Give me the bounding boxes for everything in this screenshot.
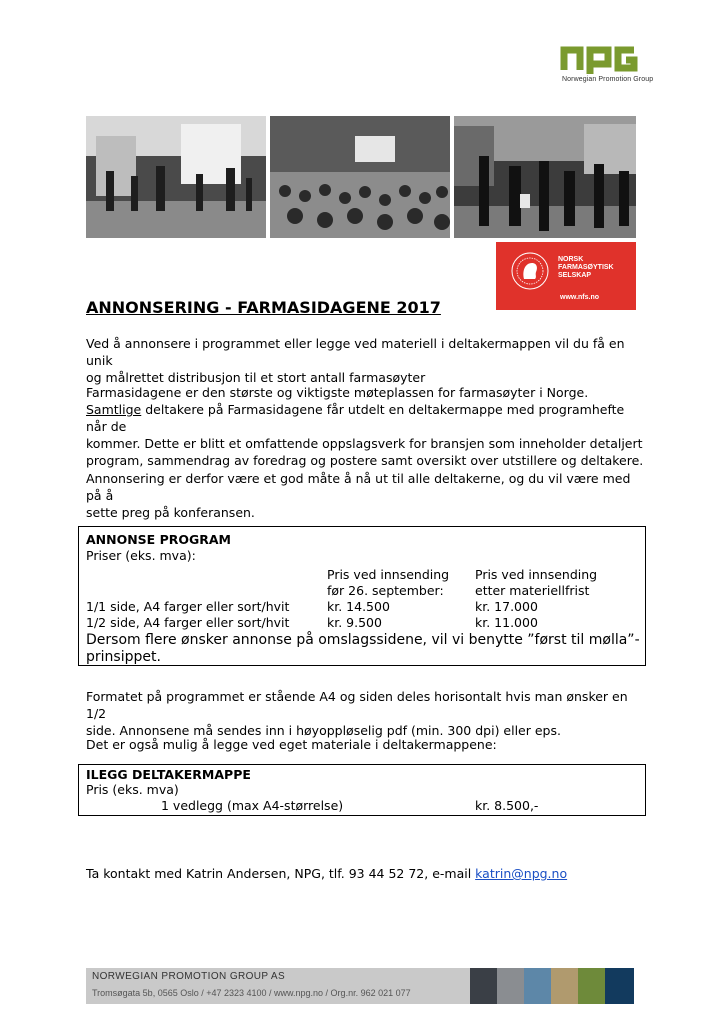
late-price-header-2: etter materiellfrist <box>475 583 590 598</box>
program-heading: ANNONSE PROGRAM <box>86 532 231 547</box>
prices-label: Priser (eks. mva): <box>86 548 196 563</box>
footer-swatch-1 <box>470 968 497 1004</box>
samtlige-underlined: Samtlige <box>86 402 142 417</box>
nfs-sponsor-box <box>496 242 636 310</box>
exhibition-hall-photo <box>86 116 266 238</box>
row-full-page-late: kr. 17.000 <box>475 599 538 614</box>
conference-audience-photo <box>270 116 450 238</box>
footer-swatch-5 <box>578 968 605 1004</box>
insert-price-box <box>78 764 646 816</box>
nfs-seal-icon <box>510 251 550 291</box>
program-price-box <box>78 526 646 666</box>
insert-price: kr. 8.500,- <box>475 798 539 813</box>
insert-heading: ILEGG DELTAKERMAPPE <box>86 767 251 782</box>
footer-swatch-2 <box>497 968 524 1004</box>
material-note: Det er også mulig å legge ved eget materiale i deltakermappene: <box>86 737 497 752</box>
exhibition-crowd-photo <box>454 116 636 238</box>
footer <box>86 968 634 1004</box>
row-half-page-early: kr. 9.500 <box>327 615 382 630</box>
footer-swatch-4 <box>551 968 578 1004</box>
email-link[interactable]: katrin@npg.no <box>475 866 568 881</box>
insert-item: 1 vedlegg (max A4-størrelse) <box>161 798 344 813</box>
row-half-page-label: 1/2 side, A4 farger eller sort/hvit <box>86 615 290 630</box>
contact-line: Ta kontakt med Katrin Andersen, NPG, tlf. 93 44 52 72, e-mail katrin@npg.no <box>86 866 568 881</box>
early-price-header-1: Pris ved innsending <box>327 567 450 582</box>
insert-price-label: Pris (eks. mva) <box>86 782 179 797</box>
early-price-header-2: før 26. september: <box>327 583 444 598</box>
reason-paragraph: Annonsering er derfor være et god måte å nå ut til alle deltakerne, og du vil være med på å sette preg på konferansen. <box>86 471 631 520</box>
page-title: ANNONSERING - FARMASIDAGENE 2017 <box>86 298 441 317</box>
cover-note-line2: prinsippet. <box>86 649 161 665</box>
cover-note-line1: Dersom flere ønsker annonse på omslagssidene, vil vi benytte ”først til mølla”- <box>86 632 640 648</box>
row-full-page-early: kr. 14.500 <box>327 599 390 614</box>
row-full-page-label: 1/1 side, A4 farger eller sort/hvit <box>86 599 290 614</box>
footer-grey-panel <box>86 968 470 1004</box>
row-half-page-late: kr. 11.000 <box>475 615 538 630</box>
nfs-name: NORSK FARMASØYTISK SELSKAP <box>558 256 614 279</box>
about-paragraph: Farmasidagene er den største og viktigste møteplassen for farmasøyter i Norge. Samtlige deltakere på Farmasidagene får utdelt en deltakermappe med programhefte når de kommer. Dette er blitt et omfattende oppslagsverk for bransjen som inneholder detaljert program, sammendrag av foredrag og postere samt oversikt over utstillere og deltakere. <box>86 385 644 468</box>
footer-address: Tromsøgata 5b, 0565 Oslo / +47 2323 4100 / www.npg.no / Org.nr. 962 021 077 <box>92 988 411 998</box>
format-paragraph: Formatet på programmet er stående A4 og siden deles horisontalt hvis man ønsker en 1/2 side. Annonsene må sendes inn i høyoppløselig pdf (min. 300 dpi) eller eps. <box>86 689 628 738</box>
footer-swatch-3 <box>524 968 551 1004</box>
footer-swatch-6 <box>605 968 634 1004</box>
intro-paragraph: Ved å annonsere i programmet eller legge ved materiell i deltakermappen vil du få en unik og målrettet distribusjon til et stort antall farmasøyter <box>86 336 625 385</box>
late-price-header-1: Pris ved innsending <box>475 567 598 582</box>
footer-company: NORWEGIAN PROMOTION GROUP AS <box>92 971 286 982</box>
logo-wordmark: Norwegian Promotion Group <box>562 76 654 83</box>
npg-logo-mark-icon <box>554 40 644 74</box>
nfs-url: www.nfs.no <box>560 294 600 301</box>
